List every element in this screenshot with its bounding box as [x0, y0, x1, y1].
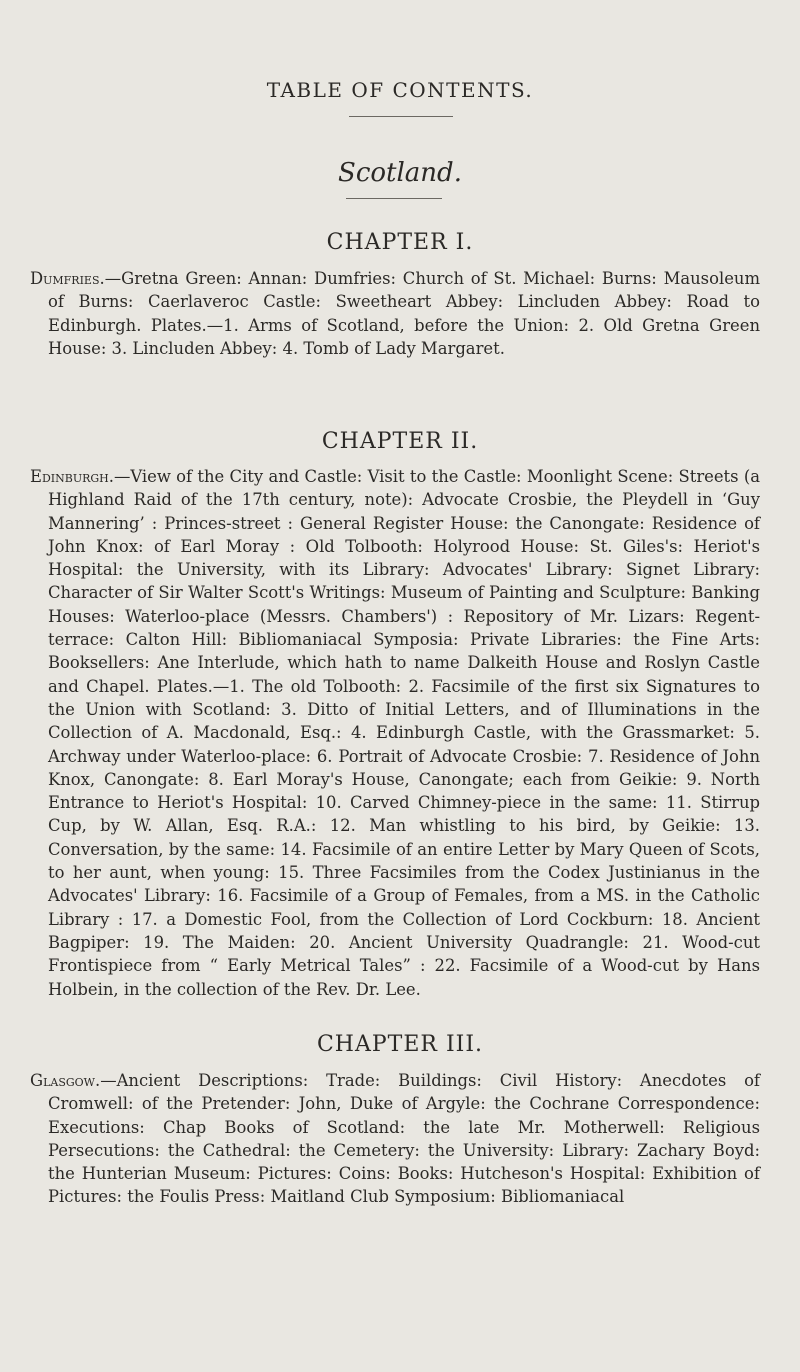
chapter-2-place: Edinburgh.	[30, 467, 114, 486]
page-title: TABLE OF CONTENTS.	[266, 78, 534, 102]
chapter-1-contents	[30, 267, 760, 360]
chapter-3-heading: CHAPTER III.	[316, 1032, 484, 1057]
chapter-3-place: Glasgow.	[30, 1071, 101, 1090]
chapter-1-text: —Gretna Green: Annan: Dumfries: Church of St. Michael: Burns: Mausoleum of Burns: Caerlaveroc Castle: Sweetheart Abbey: Lincluden Abbey: Road to Edinburgh. Plates.—1. Arms of Scotland, before the Union: 2. Old Gretna Green House: 3. Lincluden Abbey: 4. Tomb of Lady Margaret.	[48, 269, 760, 358]
title-underline	[349, 116, 453, 117]
chapter-2-text: —View of the City and Castle: Visit to the Castle: Moonlight Scene: Streets (a Highland Raid of the 17th century, note): Advocate Crosbie, the Pleydell in ‘Guy Mannering’ : Princes-street : General Register House: the Canongate: Residence of John Knox: of Earl Moray : Old Tolbooth: Holyrood House: St. Giles's: Heriot's Hospital: the University, with its Library: Advocates' Library: Signet Library: Character of Sir Walter Scott's Writings: Museum of Painting and Sculpture: Banking Houses: Waterloo-place (Messrs. Chambers') : Repository of Mr. Lizars: Regent-terrace: Calton Hill: Bibliomaniacal Symposia: Private Libraries: the Fine Arts: Booksellers: Ane Interlude, which hath to name Dalkeith House and Roslyn Castle and Chapel. Plates.—1. The old Tolbooth: 2. Facsimile of the first six Signatures to the Union with Scotland: 3. Ditto of Initial Letters, and of Illuminations in the Collection of A. Macdonald, Esq.: 4. Edinburgh Castle, with the Grassmarket: 5. Archway under Waterloo-place: 6. Portrait of Advocate Crosbie: 7. Residence of John Knox, Canongate: 8. Earl Moray's House, Canongate; each from Geikie: 9. North Entrance to Heriot's Hospital: 10. Carved Chimney-piece in the same: 11. Stirrup Cup, by W. Allan, Esq. R.A.: 12. Man whistling to his bird, by Geikie: 13. Conversation, by the same: 14. Facsimile of an entire Letter by Mary Queen of Scots, to her aunt, when young: 15. Three Facsimiles from the Codex Justinianus in the Advocates' Library: 16. Facsimile of a Group of Females, from a MS. in the Catholic Library : 17. a Domestic Fool, from the Collection of Lord Cockburn: 18. Ancient Bagpiper: 19. The Maiden: 20. Ancient University Quadrangle: 21. Wood-cut Frontispiece from “ Early Metrical Tales” : 22. Facsimile of a Wood-cut by Hans Holbein, in the collection of the Rev. Dr. Lee.	[48, 467, 760, 999]
chapter-1-place: Dumfries.	[30, 269, 105, 288]
chapter-2-contents	[30, 465, 760, 1001]
chapter-3-contents	[30, 1069, 760, 1209]
section-underline	[346, 198, 442, 199]
chapter-2-heading: CHAPTER II.	[321, 429, 479, 454]
chapter-3-text: —Ancient Descriptions: Trade: Buildings: Civil History: Anecdotes of Cromwell: of the Pretender: John, Duke of Argyle: the Cochrane Correspondence: Executions: Chap Books of Scotland: the late Mr. Motherwell: Religious Persecutions: the Cathedral: the Cemetery: the University: Library: Zachary Boyd: the Hunterian Museum: Pictures: Coins: Books: Hutcheson's Hospital: Exhibition of Pictures: the Foulis Press: Maitland Club Symposium: Bibliomaniacal	[48, 1071, 760, 1207]
section-title: Scotland.	[338, 158, 462, 188]
chapter-1-heading: CHAPTER I.	[326, 230, 474, 255]
